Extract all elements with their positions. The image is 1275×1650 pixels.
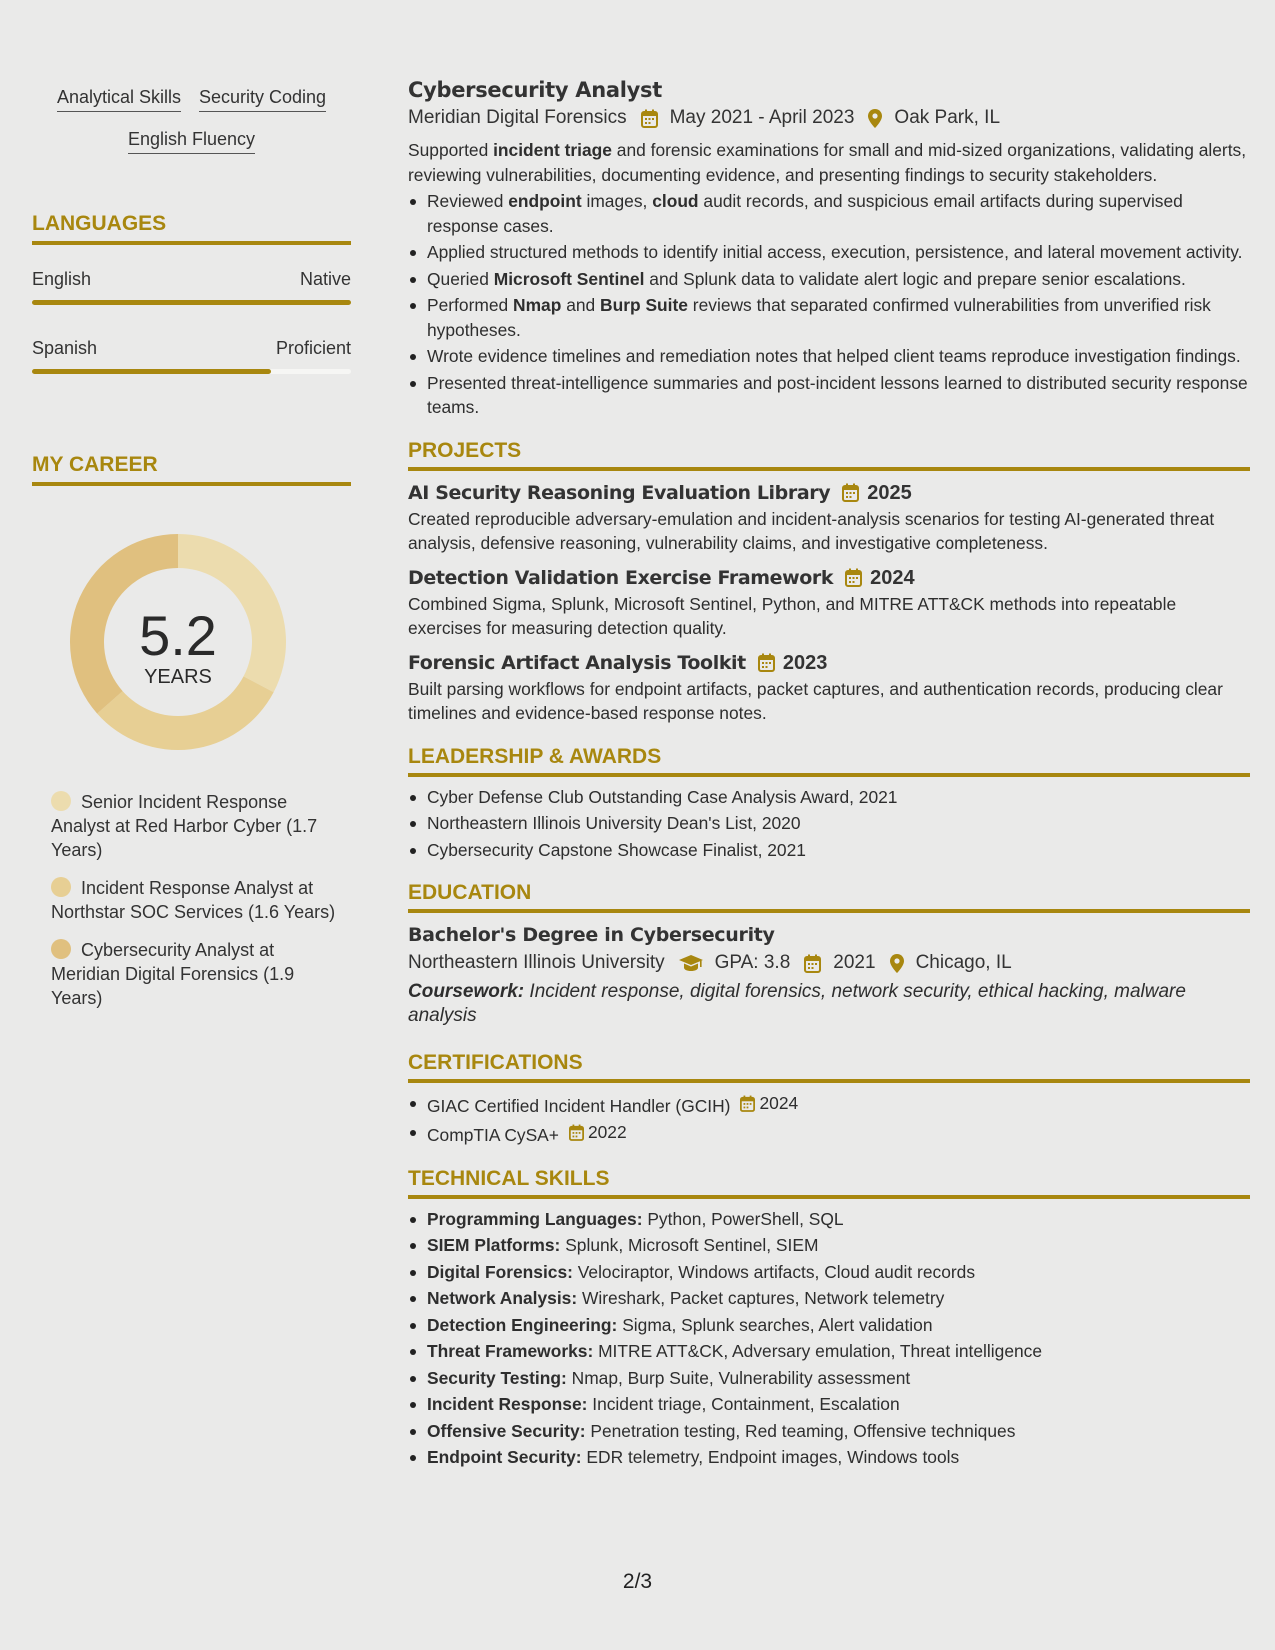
education-heading: EDUCATION	[408, 880, 1250, 913]
graduation-year: 2021	[833, 952, 876, 973]
list-item: Detection Engineering: Sigma, Splunk searches, Alert validation	[408, 1313, 1250, 1338]
list-item: Endpoint Security: EDR telemetry, Endpoint images, Windows tools	[408, 1445, 1250, 1470]
list-item: Cyber Defense Club Outstanding Case Analysis Award, 2021	[408, 785, 1250, 810]
language-name: English	[32, 269, 92, 289]
school-name: Northeastern Illinois University	[408, 952, 665, 973]
skill-chip: English Fluency	[128, 128, 255, 154]
project-entry	[408, 564, 1250, 641]
list-item: Cybersecurity Capstone Showcase Finalist, 2021	[408, 838, 1250, 863]
project-year: 2025	[867, 481, 912, 504]
skill-chips	[32, 86, 351, 170]
experience-entry	[408, 76, 1250, 420]
project-title: Forensic Artifact Analysis Toolkit	[408, 651, 746, 674]
career-donut-chart	[66, 530, 290, 754]
project-year: 2024	[870, 566, 915, 589]
project-entry	[408, 649, 1250, 726]
career-heading: MY CAREER	[32, 452, 351, 486]
language-bar-fill	[32, 300, 351, 305]
list-item: Digital Forensics: Velociraptor, Windows artifacts, Cloud audit records	[408, 1260, 1250, 1285]
school-location: Chicago, IL	[915, 952, 1012, 973]
legend-dot	[51, 877, 71, 897]
language-name: Spanish	[32, 338, 98, 358]
language-spanish	[32, 337, 351, 374]
right-column	[408, 76, 1250, 1470]
education-meta	[408, 949, 1250, 977]
certifications-heading: CERTIFICATIONS	[408, 1050, 1250, 1083]
gpa: GPA: 3.8	[714, 952, 791, 973]
language-level: Proficient	[275, 338, 351, 358]
job-title: Cybersecurity Analyst	[408, 78, 662, 102]
list-item: Presented threat-intelligence summaries and post-incident lessons learned to distributed security response teams.	[408, 371, 1250, 420]
calendar-icon	[641, 109, 658, 128]
project-description: Built parsing workflows for endpoint artifacts, packet captures, and authentication records, producing clear timelines and evidence-based response notes.	[408, 678, 1223, 723]
project-title: AI Security Reasoning Evaluation Library	[408, 481, 831, 504]
language-bar-fill	[32, 369, 271, 374]
legend-item	[51, 938, 341, 1010]
list-item: Applied structured methods to identify initial access, execution, persistence, and lateral movement activity.	[408, 240, 1250, 265]
list-item: Queried Microsoft Sentinel and Splunk data to validate alert logic and prepare senior escalations.	[408, 267, 1250, 292]
legend-label: Senior Incident Response Analyst at Red Harbor Cyber (1.7 Years)	[51, 792, 318, 860]
technical-skills-heading: TECHNICAL SKILLS	[408, 1166, 1250, 1199]
job-bullets	[408, 189, 1250, 420]
location-pin-icon	[868, 109, 882, 128]
project-description: Combined Sigma, Splunk, Microsoft Sentinel, Python, and MITRE ATT&CK methods into repeatable exercises for measuring detection quality.	[408, 593, 1177, 638]
career-donut-svg	[66, 530, 290, 754]
calendar-icon	[842, 483, 859, 502]
language-bar	[32, 369, 351, 374]
calendar-icon	[740, 1095, 755, 1112]
leadership-heading: LEADERSHIP & AWARDS	[408, 744, 1250, 777]
calendar-icon	[569, 1124, 584, 1141]
calendar-icon	[804, 954, 821, 973]
graduation-cap-icon	[679, 955, 703, 972]
job-dates: May 2021 - April 2023	[669, 107, 855, 128]
cert-year: 2022	[587, 1122, 627, 1143]
legend-dot	[51, 791, 71, 811]
calendar-icon	[845, 568, 862, 587]
company-name: Meridian Digital Forensics	[408, 107, 627, 128]
project-year: 2023	[782, 651, 828, 674]
list-item: Northeastern Illinois University Dean's List, 2020	[408, 811, 1250, 836]
project-description: Created reproducible adversary-emulation and incident-analysis scenarios for testing AI-generated threat analysis, defensive reasoning, vulnerability claims, and investigative completeness.	[408, 508, 1215, 553]
projects-heading: PROJECTS	[408, 438, 1250, 471]
job-location: Oak Park, IL	[894, 107, 1001, 128]
legend-item	[51, 790, 341, 862]
list-item: Performed Nmap and Burp Suite reviews that separated confirmed vulnerabilities from unverified risk hypotheses.	[408, 293, 1250, 342]
leadership-list	[408, 785, 1250, 863]
list-item: Offensive Security: Penetration testing, Red teaming, Offensive techniques	[408, 1419, 1250, 1444]
job-summary: Supported incident triage and forensic examinations for small and mid-sized organizations, validating alerts, reviewing vulnerabilities, documenting evidence, and presenting findings to security stakeholders.	[408, 140, 1247, 185]
job-meta	[408, 104, 1250, 132]
career-legend	[51, 790, 341, 1024]
list-item: Programming Languages: Python, PowerShell, SQL	[408, 1207, 1250, 1232]
project-entry	[408, 479, 1250, 556]
list-item	[408, 1120, 1250, 1147]
certifications-list	[408, 1091, 1250, 1148]
language-level: Native	[299, 269, 351, 289]
legend-label: Incident Response Analyst at Northstar SOC Services (1.6 Years)	[51, 878, 336, 922]
page-number: 2/3	[622, 1570, 653, 1593]
cert-name: GIAC Certified Incident Handler (GCIH)	[427, 1095, 731, 1116]
legend-item	[51, 876, 341, 924]
list-item: Network Analysis: Wireshark, Packet captures, Network telemetry	[408, 1286, 1250, 1311]
skill-chip: Security Coding	[199, 86, 326, 112]
degree-title: Bachelor's Degree in Cybersecurity	[408, 924, 775, 946]
skill-chip: Analytical Skills	[57, 86, 181, 112]
language-english	[32, 268, 351, 305]
cert-year: 2024	[759, 1093, 799, 1113]
languages-heading: LANGUAGES	[32, 211, 351, 245]
location-pin-icon	[890, 954, 904, 973]
language-bar	[32, 300, 351, 305]
calendar-icon	[758, 653, 775, 672]
list-item: Threat Frameworks: MITRE ATT&CK, Adversary emulation, Threat intelligence	[408, 1339, 1250, 1364]
project-title: Detection Validation Exercise Framework	[408, 566, 834, 589]
career-total: 5.2	[139, 604, 217, 667]
list-item	[408, 1091, 1250, 1118]
list-item: Wrote evidence timelines and remediation notes that helped client teams reproduce investigation findings.	[408, 344, 1250, 369]
legend-label: Cybersecurity Analyst at Meridian Digital Forensics (1.9 Years)	[51, 940, 295, 1008]
technical-skills-list	[408, 1207, 1250, 1470]
list-item: SIEM Platforms: Splunk, Microsoft Sentinel, SIEM	[408, 1233, 1250, 1258]
cert-name: CompTIA CySA+	[427, 1125, 559, 1145]
education-entry	[408, 921, 1250, 1028]
career-unit: YEARS	[144, 666, 212, 688]
legend-dot	[51, 939, 71, 959]
list-item: Incident Response: Incident triage, Containment, Escalation	[408, 1392, 1250, 1417]
list-item: Reviewed endpoint images, cloud audit records, and suspicious email artifacts during supervised response cases.	[408, 189, 1250, 238]
coursework: Coursework: Incident response, digital forensics, network security, ethical hacking, malware analysis	[408, 981, 1186, 1026]
list-item: Security Testing: Nmap, Burp Suite, Vulnerability assessment	[408, 1366, 1250, 1391]
